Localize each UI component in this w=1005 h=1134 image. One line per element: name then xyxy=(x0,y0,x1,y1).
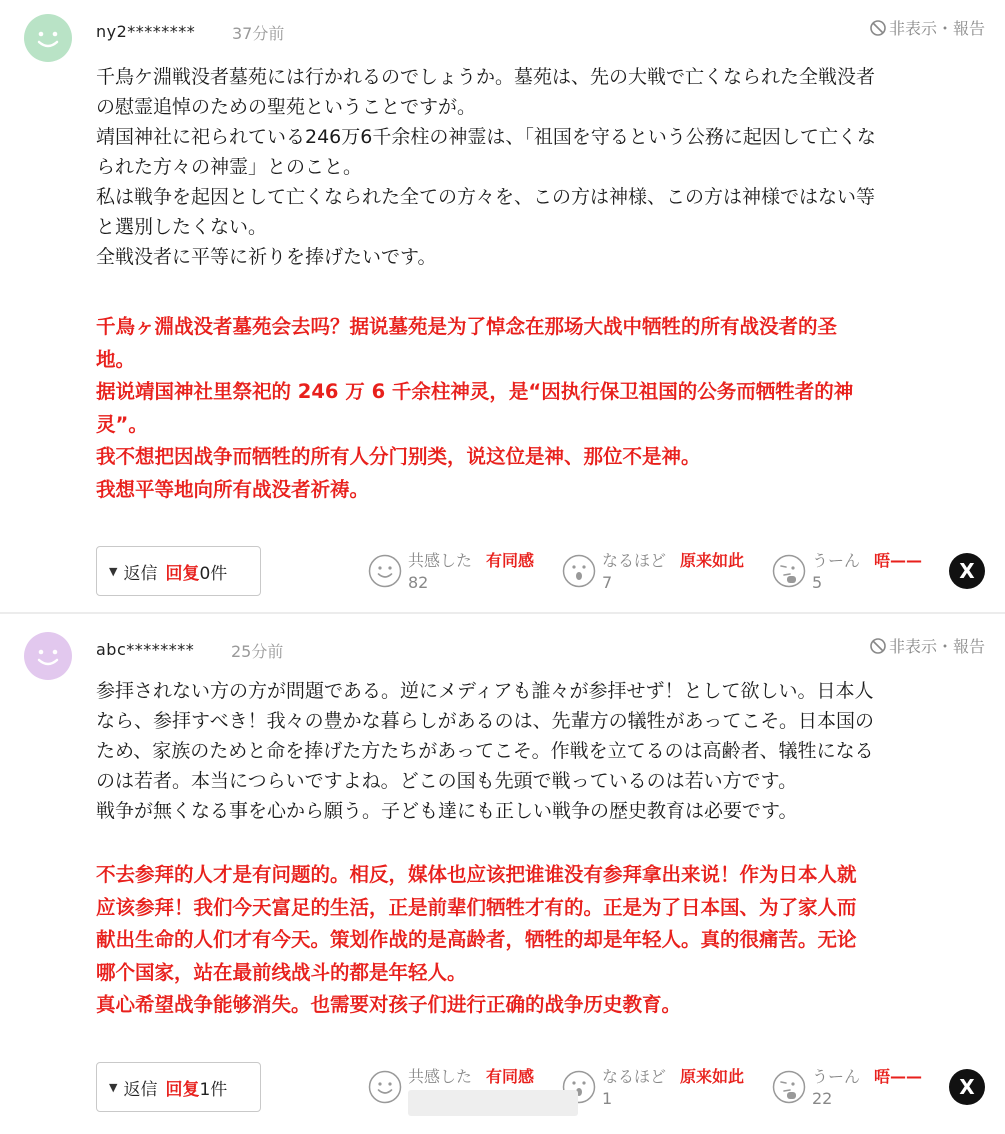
comment-line: 私は戦争を起因として亡くなられた全ての方々を、この方は神様、この方は神様ではない等 xyxy=(96,186,876,208)
translation-line: 灵”。 xyxy=(96,412,148,436)
hide-report-label: 非表示・報告 xyxy=(888,19,985,38)
reply-count: 0件 xyxy=(199,563,228,584)
translation-line: 献出生命的人们才有今天。策划作战的是高龄者，牺牲的却是年轻人。真的很痛苦。无论 xyxy=(96,928,857,951)
x-share-button[interactable] xyxy=(949,553,985,589)
reaction-count: 82 xyxy=(408,573,429,592)
translation-zh xyxy=(96,859,986,1022)
reaction-hmm[interactable] xyxy=(772,548,922,592)
comment-body-jp xyxy=(96,62,986,272)
reaction-insightful[interactable] xyxy=(562,548,744,592)
avatar xyxy=(24,632,72,680)
surprised-face-icon xyxy=(562,554,596,588)
reaction-insightful[interactable] xyxy=(562,1064,744,1108)
reply-translation: 回复 xyxy=(165,1079,200,1100)
reaction-hmm[interactable] xyxy=(772,1064,922,1108)
username: ny2******** xyxy=(96,22,196,41)
comment-line: 靖国神社に祀られている246万6千余柱の神霊は、「祖国を守るという公務に起因して亡くな xyxy=(96,126,876,148)
comment-body-jp xyxy=(96,676,986,826)
smile-face-icon xyxy=(368,1070,402,1104)
translation-line: 应该参拜！我们今天富足的生活，正是前辈们牺牲才有的。正是为了日本国、为了家人而 xyxy=(96,895,857,919)
caret-down-icon: ▼ xyxy=(109,564,118,578)
block-icon xyxy=(869,637,887,655)
reaction-count: 1 xyxy=(602,1089,613,1108)
translation-line: 真心希望战争能够消失。也需要对孩子们进行正确的战争历史教育。 xyxy=(96,993,682,1016)
watermark-overlay xyxy=(408,1090,578,1116)
comment-line: と選別したくない。 xyxy=(96,216,268,238)
smile-face-icon xyxy=(368,554,402,588)
thinking-face-icon xyxy=(772,1070,806,1104)
reaction-translation: 原来如此 xyxy=(680,551,745,570)
thinking-face-icon xyxy=(772,554,806,588)
hide-report-button[interactable] xyxy=(869,16,985,39)
reply-button[interactable] xyxy=(96,1062,261,1112)
reaction-label: うーん xyxy=(812,551,861,570)
reaction-translation: 有同感 xyxy=(486,1067,535,1086)
username: abc******** xyxy=(96,640,195,659)
reply-count: 1件 xyxy=(199,1079,228,1100)
reaction-translation: 唔—— xyxy=(874,551,923,570)
reaction-label: 共感した xyxy=(408,551,473,570)
comment-line: ため、家族のためと命を捧げた方たちがあってこそ。作戦を立てるのは高齢者、犠牲になる xyxy=(96,740,874,762)
avatar xyxy=(24,14,72,62)
comment-line: 参拝されない方の方が問題である。逆にメディアも誰々が参拝せず！として欲しい。日本人 xyxy=(96,680,874,702)
reaction-translation: 有同感 xyxy=(486,551,535,570)
reaction-label: なるほど xyxy=(602,1067,667,1086)
reply-button[interactable] xyxy=(96,546,261,596)
translation-zh xyxy=(96,311,986,506)
reply-translation: 回复 xyxy=(165,563,200,584)
translation-line: 我不想把因战争而牺牲的所有人分门别类，说这位是神、那位不是神。 xyxy=(96,445,701,468)
comment-line: 戦争が無くなる事を心から願う。子ども達にも正しい戦争の歴史教育は必要です。 xyxy=(96,800,798,822)
reaction-translation: 原来如此 xyxy=(680,1067,745,1086)
reaction-count: 5 xyxy=(812,573,823,592)
comment-line: られた方々の神霊」とのこと。 xyxy=(96,156,363,178)
translation-line: 我想平等地向所有战没者祈祷。 xyxy=(96,477,370,501)
x-logo-icon: X xyxy=(959,1075,975,1099)
reaction-count: 7 xyxy=(602,573,613,592)
timestamp: 37分前 xyxy=(232,24,285,43)
reaction-label: うーん xyxy=(812,1067,861,1086)
translation-line: 地。 xyxy=(96,347,136,371)
reaction-count: 22 xyxy=(812,1089,833,1108)
reaction-label: 共感した xyxy=(408,1067,473,1086)
reply-label: 返信 xyxy=(123,1079,158,1100)
reaction-translation: 唔—— xyxy=(874,1067,923,1086)
reaction-agree[interactable] xyxy=(368,548,534,592)
translation-line: 千鳥ヶ淵战没者墓苑会去吗？据说墓苑是为了悼念在那场大战中牺牲的所有战没者的圣 xyxy=(96,315,838,338)
hide-report-label: 非表示・報告 xyxy=(888,637,985,656)
comment-line: なら、参拝すべき！我々の豊かな暮らしがあるのは、先輩方の犠牲があってこそ。日本国の xyxy=(96,710,875,732)
x-share-button[interactable] xyxy=(949,1069,985,1105)
translation-line: 不去参拜的人才是有问题的。相反，媒体也应该把谁谁没有参拜拿出来说！作为日本人就 xyxy=(96,863,857,886)
translation-line: 哪个国家，站在最前线战斗的都是年轻人。 xyxy=(96,960,467,984)
x-logo-icon: X xyxy=(959,559,975,583)
comment-line: 千鳥ケ淵戦没者墓苑には行かれるのでしょうか。墓苑は、先の大戦で亡くなられた全戦没者 xyxy=(96,66,876,88)
comment-line: のは若者。本当につらいですよね。どこの国も先頭で戦っているのは若い方です。 xyxy=(96,770,798,792)
caret-down-icon: ▼ xyxy=(109,1080,118,1094)
reaction-label: なるほど xyxy=(602,551,667,570)
comment-line: の慰霊追悼のための聖苑ということですが。 xyxy=(96,96,477,118)
hide-report-button[interactable] xyxy=(869,634,985,657)
translation-line: 据说靖国神社里祭祀的 246 万 6 千余柱神灵，是“因执行保卫祖国的公务而牺牲者的神 xyxy=(96,380,854,403)
comment-line: 全戦没者に平等に祈りを捧げたいです。 xyxy=(96,246,437,268)
block-icon xyxy=(869,19,887,37)
timestamp: 25分前 xyxy=(231,642,284,661)
comment-card xyxy=(0,614,1005,1134)
reply-label: 返信 xyxy=(123,563,158,584)
